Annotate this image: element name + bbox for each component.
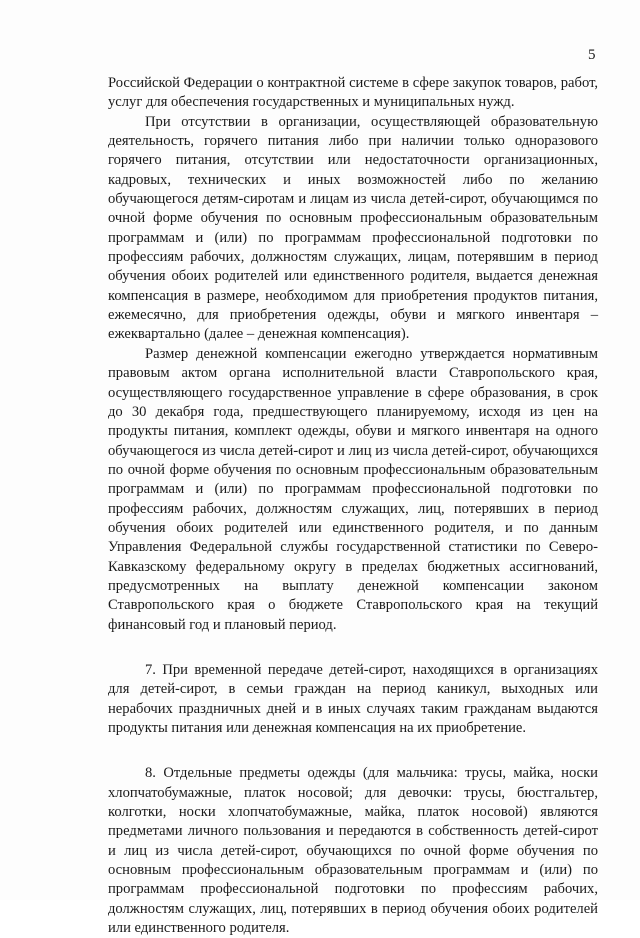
paragraph-compensation-amount: Размер денежной компенсации ежегодно утверждается нормативным правовым актом органа исполнительной власти Ставропольского края, осуществляющего государственное управление в сфере образования, в срок до 30 декабря года, предшествующего планируемому, исходя из цен на продукты питания, комплект одежды, обуви и мягкого инвентаря на одного обучающегося из числа детей-сирот и лиц из числа детей-сирот, обучающихся по очной форме обучения по основным профессиональным образовательным программам и (или) по программам профессиональной подготовки по профессиям рабочих, должностям служащих, лиц, потерявших в период обучения обоих родителей или единственного родителя, и по данным Управления Федеральной службы государственной статистики по Северо-Кавказскому федеральному округу в пределах бюджетных ассигнований, предусмотренных на выплату денежной компенсации законом Ставропольского края о бюджете Ставропольского края на текущий финансовый год и плановый период. <box>108 345 598 633</box>
paragraph-item-8: 8. Отдельные предметы одежды (для мальчика: трусы, майка, носки хлопчатобумажные, платок носовой; для девочки: трусы, бюстгальтер, колготки, носки хлопчатобумажные, майка, платок носовой) являются предметами личного пользования и передаются в собственность детей-сирот и лиц из числа детей-сирот, обучающихся по очной форме обучения по основным профессиональным образовательным программам и (или) по программам профессиональной подготовки по профессиям рабочих, должностям служащих, лиц, потерявших в период обучения обоих родителей или единственного родителя. <box>108 765 598 937</box>
paragraph-item-7: 7. При временной передаче детей-сирот, находящихся в организациях для детей-сирот, в семьи граждан на период каникул, выходных или нерабочих праздничных дней и в иных случаях таким гражданам выдаются продукты питания или денежная компенсация на их приобретение. <box>108 661 598 736</box>
paragraph-continuation: Российской Федерации о контрактной системе в сфере закупок товаров, работ, услуг для обеспечения государственных и муниципальных нужд. <box>108 75 598 111</box>
page-number: 5 <box>588 47 596 63</box>
paragraph-hot-meals-compensation: При отсутствии в организации, осуществляющей образовательную деятельность, горячего питания либо при наличии только одноразового горячего питания, отсутствии или недостаточности организационных, кадровых, технических и иных возможностей либо по желанию обучающегося детям-сиротам и лицам из числа детей-сирот, обучающимся по очной форме обучения по основным профессиональным образовательным программам и (или) по программам профессиональной подготовки по профессиям рабочих, должностям служащих, лицам, потерявшим в период обучения обоих родителей или единственного родителя, выдается денежная компенсация в размере, необходимом для приобретения продуктов питания, ежемесячно, для приобретения одежды, обуви и мягкого инвентаря – ежеквартально (далее – денежная компенсация). <box>108 113 598 343</box>
paragraph-gap <box>108 738 598 764</box>
document-body <box>108 74 598 938</box>
paragraph-gap <box>108 635 598 661</box>
